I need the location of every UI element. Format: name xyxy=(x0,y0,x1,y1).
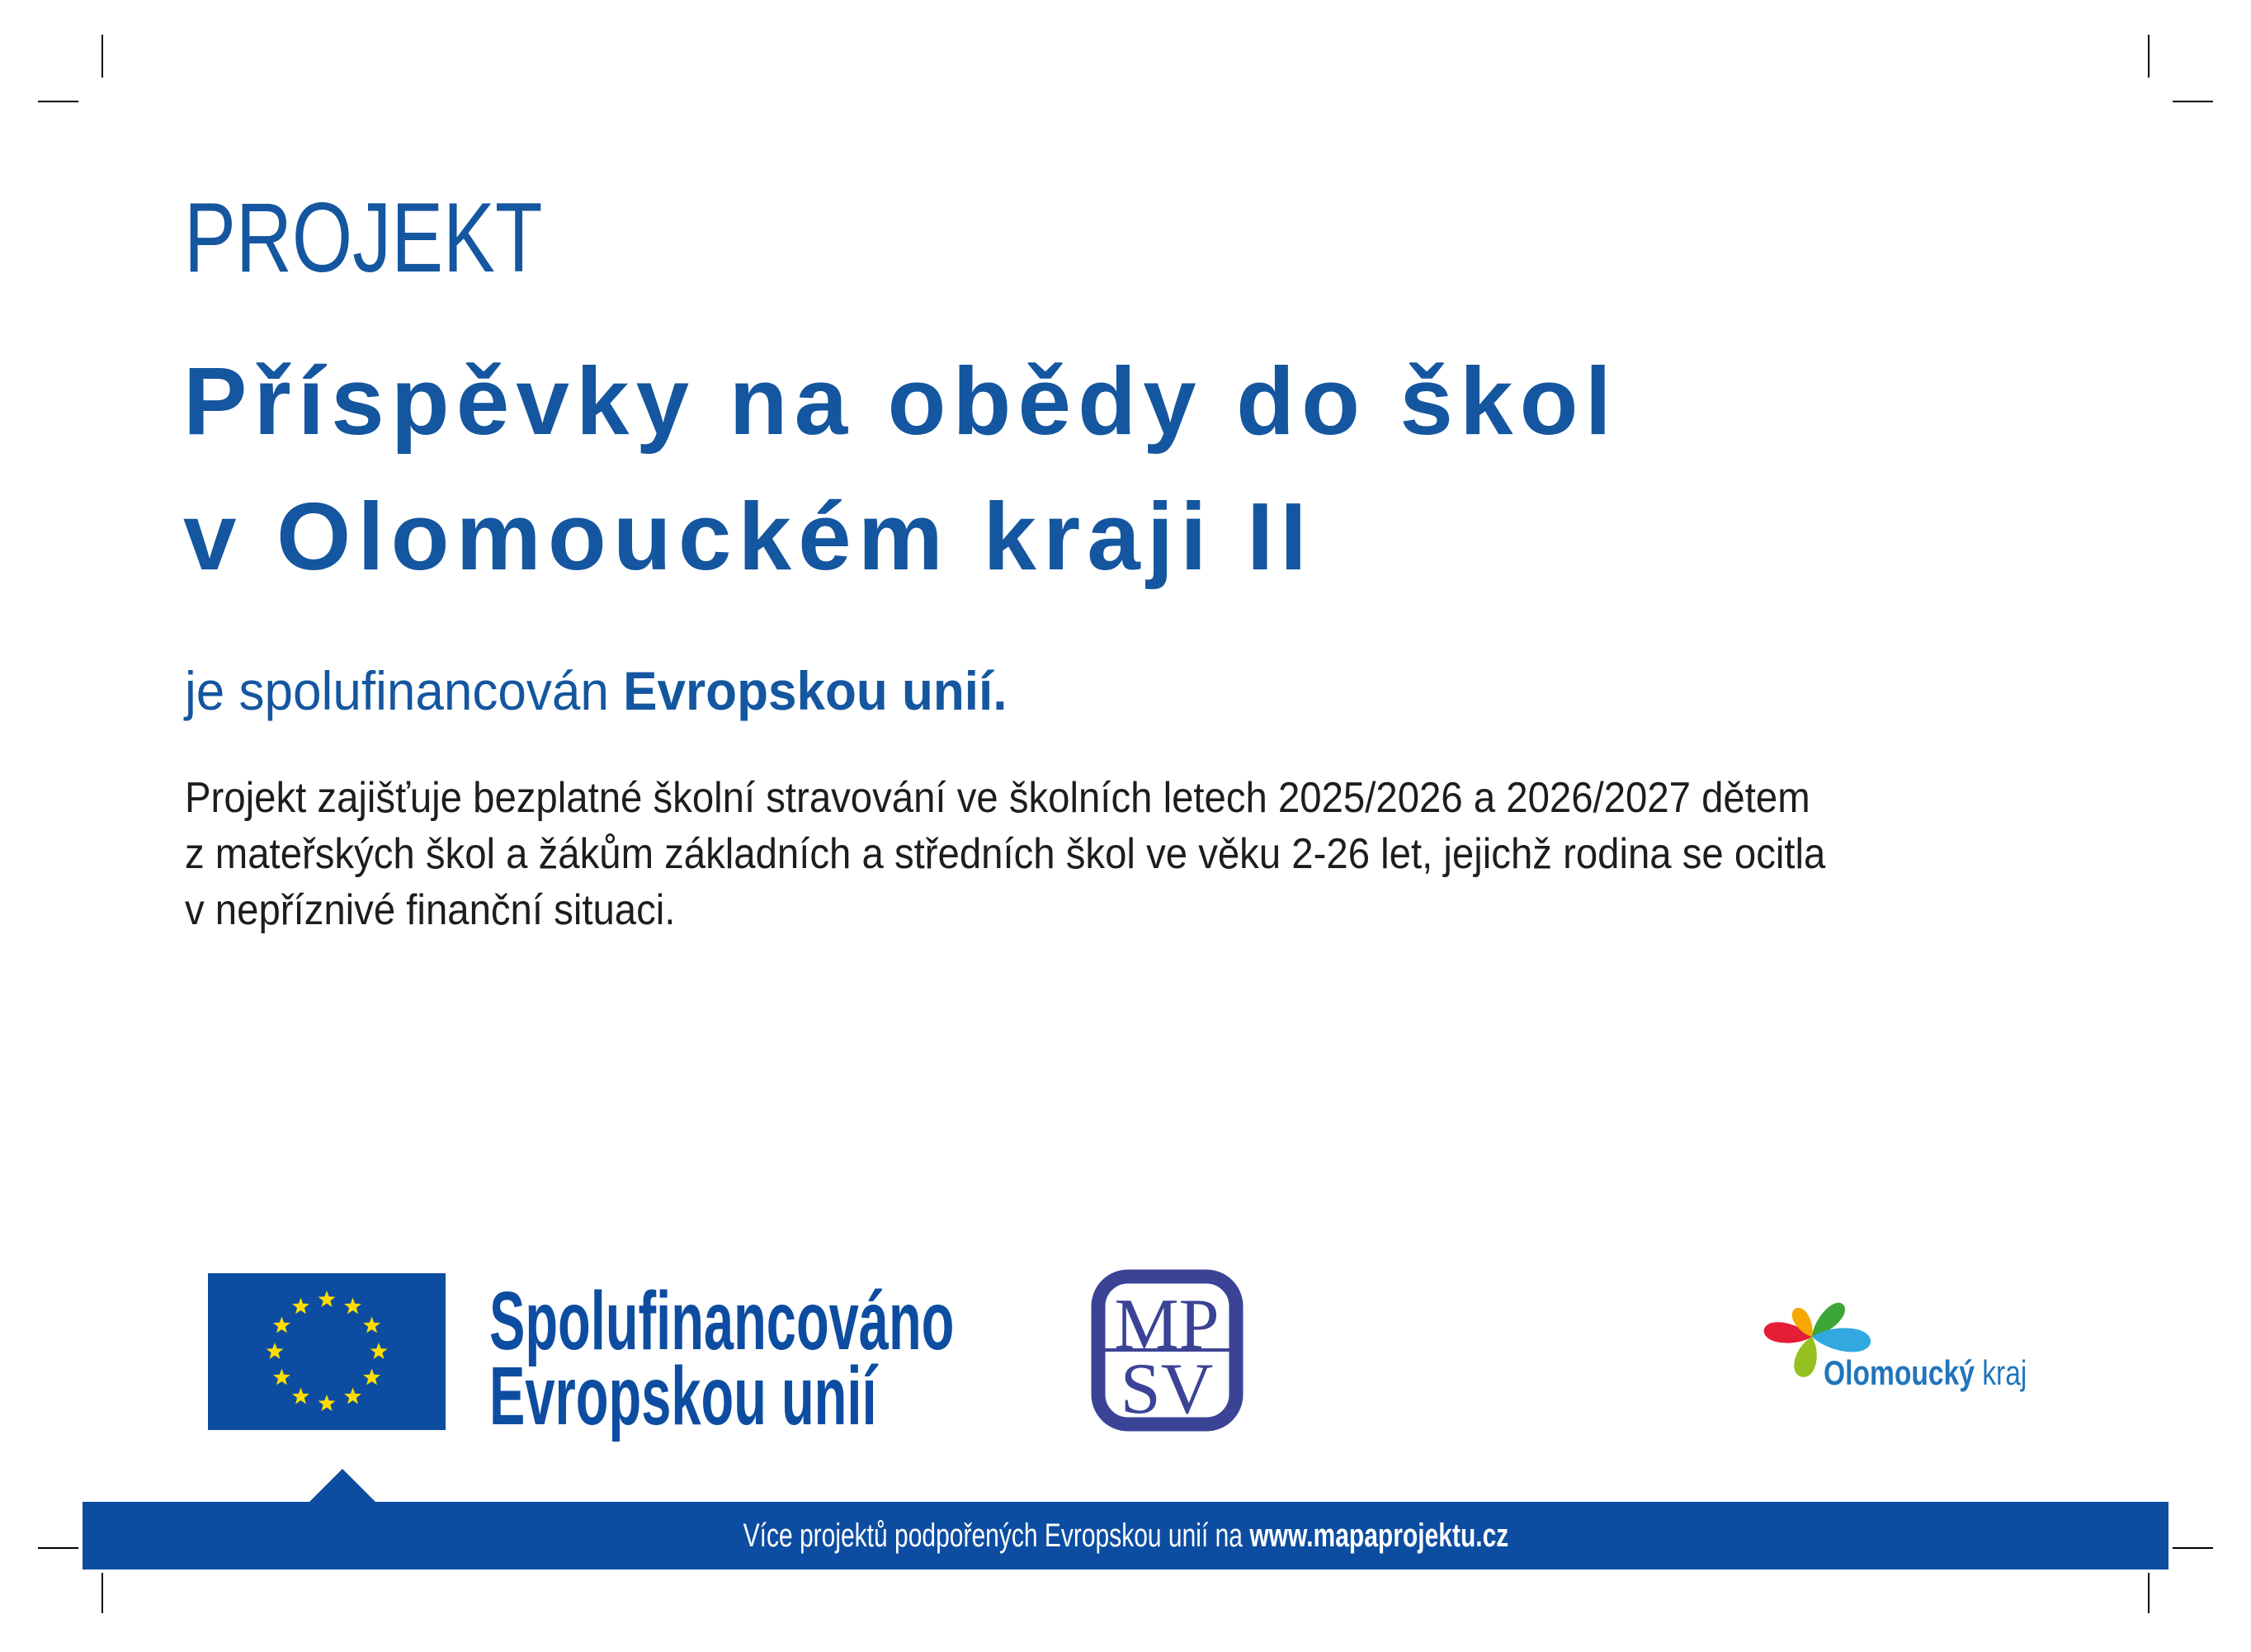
eu-flag-logo xyxy=(208,1273,446,1430)
crop-mark-bottom-left-horizontal xyxy=(38,1547,78,1549)
crop-mark-bottom-left-vertical xyxy=(101,1573,103,1613)
eu-caption-line-2: Evropskou unií xyxy=(489,1350,877,1442)
project-title-line-1: Příspěvky na obědy do škol xyxy=(183,347,1619,455)
crop-mark-top-right-vertical xyxy=(2148,35,2150,78)
footer-pointer-triangle xyxy=(309,1469,375,1502)
olomouc-name-kraj: kraj xyxy=(1974,1354,2027,1393)
crop-mark-top-left-vertical xyxy=(101,35,103,78)
description-line-2: z mateřských škol a žákům základních a středních škol ve věku 2-26 let, jejichž rodina se ocitla xyxy=(185,830,1826,878)
olomouc-region-name xyxy=(1824,1355,2027,1393)
olomouc-name-bold: Olomoucký xyxy=(1824,1354,1975,1393)
crop-mark-top-right-horizontal xyxy=(2173,101,2213,102)
description-line-3: v nepříznivé finanční situaci. xyxy=(185,886,676,934)
subtitle-eu-bold: Evropskou unií. xyxy=(623,660,1008,721)
cofinancing-subtitle xyxy=(185,660,1008,721)
kicker-projekt: PROJEKT xyxy=(184,182,543,293)
project-description xyxy=(185,770,1825,938)
crop-mark-bottom-right-horizontal xyxy=(2173,1547,2213,1549)
subtitle-prefix: je spolufinancován xyxy=(185,660,624,721)
olomouc-region-logo xyxy=(1758,1291,2042,1395)
mpsv-letters-sv: SV xyxy=(1120,1349,1214,1429)
footer-url: www.mapaprojektu.cz xyxy=(1248,1517,1508,1554)
mpsv-letters-mp: MP xyxy=(1114,1285,1220,1365)
project-title-line-2: v Olomouckém kraji II xyxy=(183,483,1314,590)
footer-bar xyxy=(83,1502,2168,1569)
footer-text xyxy=(743,1517,1508,1555)
description-line-1: Projekt zajišťuje bezplatné školní stravování ve školních letech 2025/2026 a 2026/2027 dětem xyxy=(185,774,1810,822)
eu-cofunded-caption xyxy=(489,1275,955,1442)
crop-mark-bottom-right-vertical xyxy=(2148,1573,2150,1613)
footer-text-prefix: Více projektů podpořených Evropskou unií na xyxy=(743,1517,1249,1554)
mpsv-logo xyxy=(1091,1269,1243,1432)
project-title xyxy=(183,333,1618,604)
eu-caption-line-1: Spolufinancováno xyxy=(489,1275,955,1367)
crop-mark-top-left-horizontal xyxy=(38,101,78,102)
